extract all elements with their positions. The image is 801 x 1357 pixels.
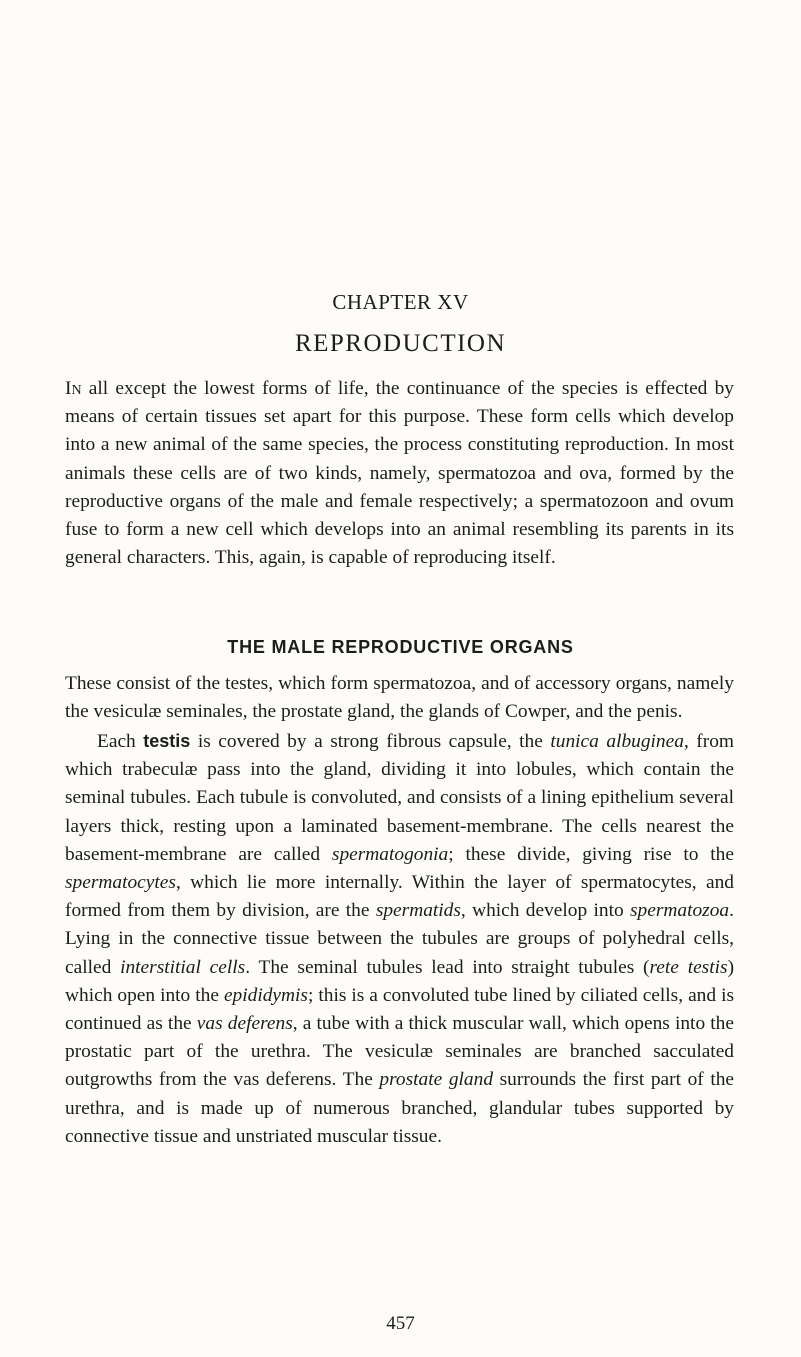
term-spermatozoa: spermatozoa bbox=[630, 900, 730, 922]
term-spermatids: spermatids bbox=[375, 900, 461, 922]
text-run: is covered by a strong fibrous capsule, the bbox=[190, 731, 551, 752]
text-run: ; these divide, giving rise to the bbox=[448, 843, 734, 865]
dropcap-word: In bbox=[65, 378, 82, 399]
term-interstitial-cells: interstitial cells bbox=[120, 956, 246, 978]
term-epididymis: epididymis bbox=[223, 984, 308, 1006]
term-prostate-gland: prostate gland bbox=[379, 1069, 494, 1091]
term-rete-testis: rete testis bbox=[649, 956, 728, 978]
chapter-title: REPRODUCTION bbox=[294, 330, 507, 357]
intro-text: all except the lowest forms of life, the continuance of the species is effected by means of certain tissues set apart for this purpose. These form cells which develop into a new animal of the same species, the process constituting reproduction. In most animals these cells are of two kinds, namely, spermatozoa and ova, formed by the reproductive organs of the male and female respectively; a spermatozoon and ovum fuse to form a new cell which develops into an animal resembling its parents in its general characters. This, again, is capable of reproducing itself. bbox=[65, 378, 734, 569]
term-spermatocytes: spermatocytes bbox=[65, 872, 176, 894]
text-run: , from which trabeculæ pass into the gland, dividing it into lobules, which contain the seminal tubules. Each tubule is convoluted, and consists of a lining epithelium several layers thick, resting upon a laminated basement-membrane. The cells nearest the basement-membrane are called bbox=[65, 731, 734, 865]
text-run: . The seminal tubules lead into straight tubules ( bbox=[245, 956, 650, 978]
organs-paragraph bbox=[65, 670, 734, 726]
text-run: surrounds the first part of the urethra, and is made up of numerous branched, glandular tubes supported by connective tissue and unstriated muscular tissue. bbox=[65, 1069, 735, 1147]
chapter-number: CHAPTER XV bbox=[332, 290, 469, 314]
section-heading: THE MALE REPRODUCTIVE ORGANS bbox=[227, 637, 574, 657]
organs-text: These consist of the testes, which form spermatozoa, and of accessory organs, namely the vesiculæ seminales, the prostate gland, the glands of Cowper, and the penis. bbox=[65, 673, 734, 723]
text-run: , a tube with a thick muscular wall, which opens into the prostatic part of the urethra. The vesiculæ seminales are branched sacculated outgrowths from the vas deferens. The bbox=[65, 1013, 734, 1091]
text-run: , which lie more internally. Within the layer of spermatocytes, and formed from them by division, are the bbox=[65, 872, 734, 922]
term-spermatogonia: spermatogonia bbox=[331, 843, 449, 865]
text-run: , which develop into bbox=[460, 900, 630, 922]
term-tunica-albuginea: tunica albuginea bbox=[550, 731, 684, 752]
testis-paragraph bbox=[65, 727, 734, 1151]
text-run: Each bbox=[97, 731, 144, 752]
term-testis: testis bbox=[143, 731, 191, 751]
text-run: ) which open into the bbox=[65, 956, 735, 1006]
text-run: . Lying in the connective tissue between the tubules are groups of polyhedral cells, called bbox=[65, 900, 734, 978]
term-vas-deferens: vas deferens bbox=[196, 1013, 293, 1035]
text-run: ; this is a convoluted tube lined by ciliated cells, and is continued as the bbox=[65, 984, 735, 1035]
intro-paragraph bbox=[65, 375, 734, 572]
page-number: 457 bbox=[386, 1313, 415, 1334]
